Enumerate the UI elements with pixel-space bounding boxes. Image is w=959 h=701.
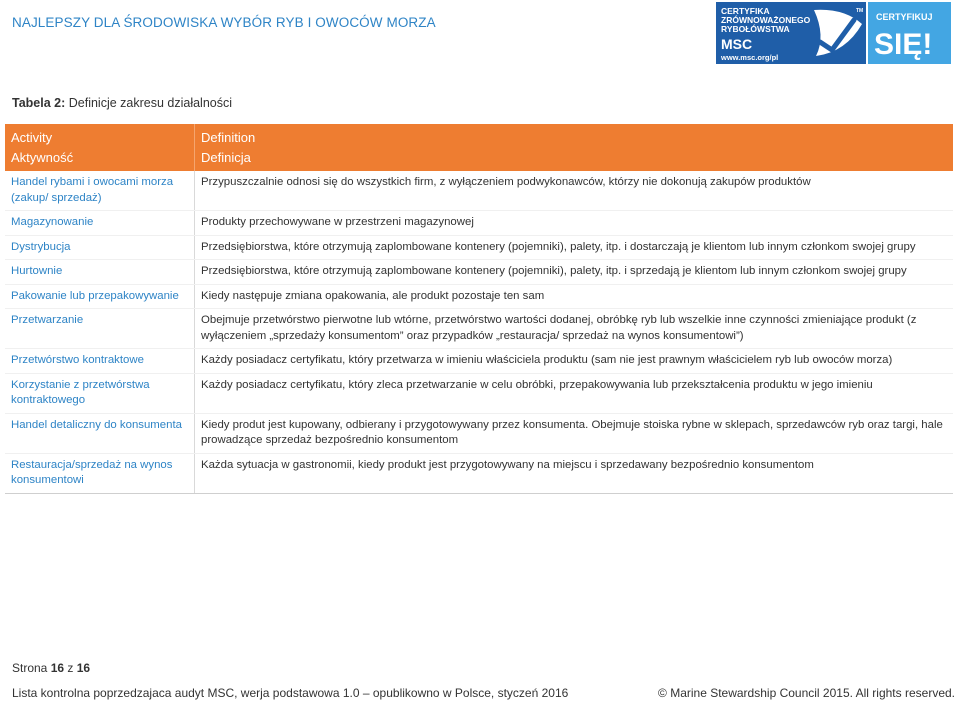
- table-header-row-en: [5, 124, 953, 148]
- definition-cell: Kiedy produt jest kupowany, odbierany i przygotowywany przez konsumenta. Obejmuje stoiska rybne w sklepach, sprzedawców ryb oraz targi, hale prowadzące sprzedaż bezpośrednio konsumentom: [195, 413, 954, 453]
- header-activity-pl: Aktywność: [5, 148, 195, 172]
- logo-url: www.msc.org/pl: [721, 53, 779, 62]
- header-definition-pl: Definicja: [195, 148, 954, 172]
- caption-text: Definicje zakresu działalności: [65, 96, 233, 110]
- footer-document-info: Lista kontrolna poprzedzajaca audyt MSC, werja podstawowa 1.0 – opublikowno w Polsce, styczeń 2016: [12, 686, 569, 700]
- badge-top-text: CERTYFIKUJ: [876, 12, 933, 22]
- table-row: [5, 235, 953, 260]
- activity-cell: Hurtownie: [5, 260, 195, 285]
- table-row: [5, 349, 953, 374]
- document-header-title: NAJLEPSZY DLA ŚRODOWISKA WYBÓR RYB I OWOCÓW MORZA: [12, 15, 436, 30]
- activity-cell: Restauracja/sprzedaż na wynos konsumentowi: [5, 453, 195, 493]
- definition-cell: Kiedy następuje zmiana opakowania, ale produkt pozostaje ten sam: [195, 284, 954, 309]
- definition-cell: Przedsiębiorstwa, które otrzymują zaplombowane kontenery (pojemniki), palety, itp. i dostarczają je klientom lub innym członkom swojej grupy: [195, 235, 954, 260]
- table-row: [5, 453, 953, 493]
- definition-cell: Obejmuje przetwórstwo pierwotne lub wtórne, przetwórstwo wartości dodanej, obróbkę ryb lub wszelkie inne czynności zmieniające produkt (z wyłączeniem „sprzedaży konsumentom” oraz przypadków „restauracja/ sprzedaż na wynos konsumentowi”): [195, 309, 954, 349]
- header-definition-en: Definition: [195, 124, 954, 148]
- table-row: [5, 260, 953, 285]
- definition-cell: Przypuszczalnie odnosi się do wszystkich firm, z wyłączeniem podwykonawców, którzy nie dokonują zakupów produktów: [195, 171, 954, 211]
- table-header-row-pl: [5, 148, 953, 172]
- definitions-table: [5, 124, 953, 494]
- definition-cell: Każdy posiadacz certyfikatu, który zleca przetwarzanie w celu obróbki, przepakowywania lub przekształcenia produktu w jego imieniu: [195, 373, 954, 413]
- logo-brand: MSC: [721, 36, 753, 52]
- caption-label: Tabela 2:: [12, 96, 66, 110]
- activity-cell: Handel rybami i owocami morza (zakup/ sprzedaż): [5, 171, 195, 211]
- table-caption: [12, 96, 232, 110]
- definition-cell: Każdy posiadacz certyfikatu, który przetwarza w imieniu właściciela produktu (sam nie jest prawnym właścicielem ryb lub owoców morza): [195, 349, 954, 374]
- activity-cell: Przetwórstwo kontraktowe: [5, 349, 195, 374]
- header-activity-en: Activity: [5, 124, 195, 148]
- definition-cell: Przedsiębiorstwa, które otrzymują zaplombowane kontenery (pojemniki), palety, itp. i sprzedają je klientom lub innym członkom swojej grupy: [195, 260, 954, 285]
- table-row: [5, 413, 953, 453]
- activity-cell: Magazynowanie: [5, 211, 195, 236]
- activity-cell: Dystrybucja: [5, 235, 195, 260]
- logo-line3: RYBOŁÓWSTWA: [721, 24, 790, 34]
- table-row: [5, 309, 953, 349]
- definition-cell: Każda sytuacja w gastronomii, kiedy produkt jest przygotowywany na miejscu i sprzedawany bezpośrednio konsumentom: [195, 453, 954, 493]
- page-separator: z: [64, 661, 77, 675]
- logo-line2: ZRÓWNOWAŻONEGO: [721, 15, 811, 25]
- badge-main-text: SIĘ!: [874, 28, 933, 61]
- table-row: [5, 373, 953, 413]
- logo-tm: TM: [856, 8, 864, 14]
- msc-certification-logo: [716, 2, 951, 64]
- page-prefix: Strona: [12, 661, 51, 675]
- logo-line1: CERTYFIKA: [721, 6, 770, 16]
- page-current: 16: [50, 661, 65, 675]
- table-row: [5, 171, 953, 211]
- activity-cell: Przetwarzanie: [5, 309, 195, 349]
- footer-copyright: © Marine Stewardship Council 2015. All rights reserved.: [658, 686, 955, 700]
- table-row: [5, 211, 953, 236]
- page-number: [12, 661, 90, 675]
- activity-cell: Handel detaliczny do konsumenta: [5, 413, 195, 453]
- definition-cell: Produkty przechowywane w przestrzeni magazynowej: [195, 211, 954, 236]
- activity-cell: Pakowanie lub przepakowywanie: [5, 284, 195, 309]
- activity-cell: Korzystanie z przetwórstwa kontraktowego: [5, 373, 195, 413]
- page-total: 16: [76, 661, 91, 675]
- table-row: [5, 284, 953, 309]
